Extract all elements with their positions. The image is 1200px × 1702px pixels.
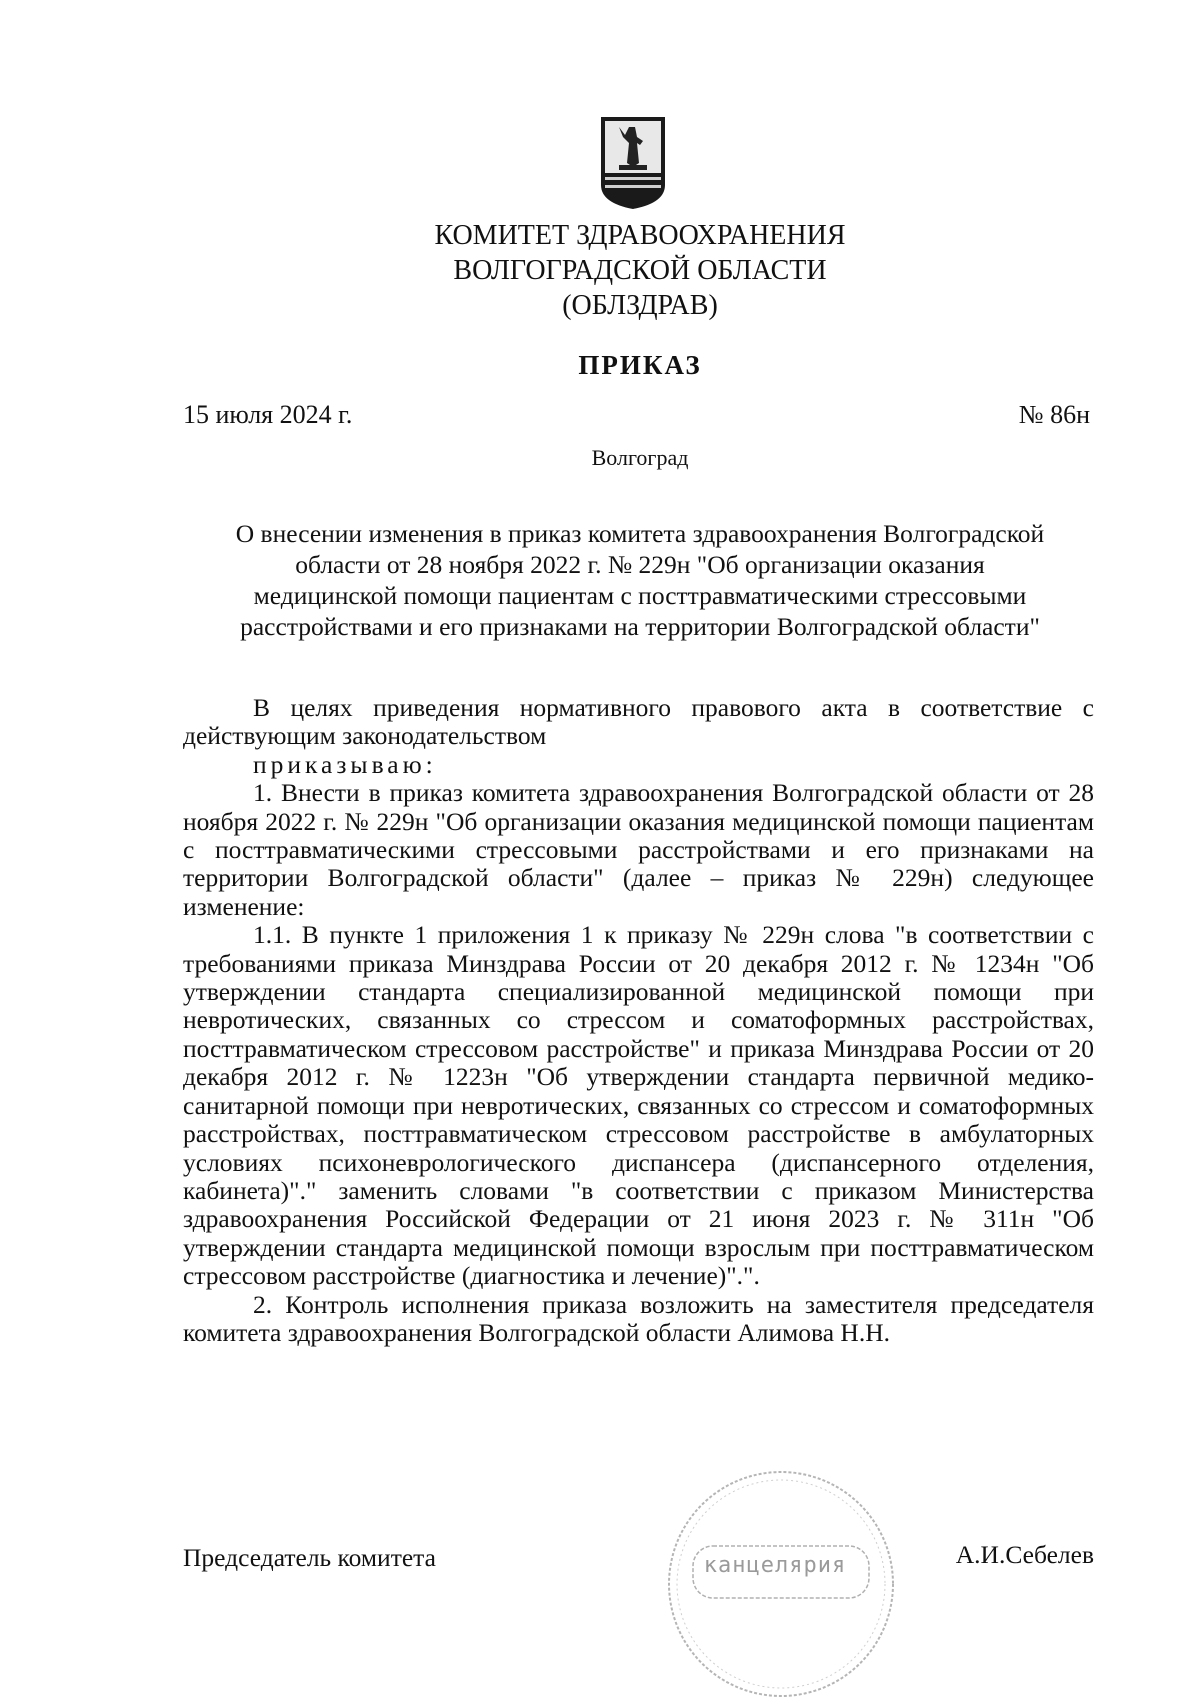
subject-line-1: О внесении изменения в приказ комитета здравоохранения Волгоградской (235, 519, 1045, 548)
subject-line-2: области от 28 ноября 2022 г. № 229н "Об организации оказания (295, 550, 985, 579)
org-line-2: ВОЛГОГРАДСКОЙ ОБЛАСТИ (453, 255, 827, 286)
subject-line-3: медицинской помощи пациентам с посттравматическими стрессовыми (253, 581, 1027, 610)
subject-line-4: расстройствами и его признаками на территории Волгоградской области" (240, 612, 1040, 641)
order-subject (180, 518, 1100, 642)
signer-name: А.И.Себелев (955, 1540, 1094, 1569)
stamp-text: канцелярия (703, 1553, 847, 1578)
coat-of-arms-emblem (599, 115, 667, 211)
item-1-1-paragraph: 1.1. В пункте 1 приложения 1 к приказу № 229н слова "в соответствии с требованиями приказа Минздрава России от 20 декабря 2012 г. № 1234н "Об утверждении стандарта специализированной медицинской помощи при невротических, связанных со стрессом и соматоформных расстройствах, посттравматическом стрессовом расстройстве" и приказа Минздрава России от 20 декабря 2012 г. № 1223н "Об утверждении стандарта первичной медико-санитарной помощи при невротических, связанных со стрессом и соматоформных расстройствах, посттравматическом стрессовом расстройстве в амбулаторных условиях психоневрологического диспансера (диспансерного отделения, кабинета)"." заменить словами "в соответствии с приказом Министерства здравоохранения Российской Федерации от 21 июня 2023 г. № 311н "Об утверждении стандарта медицинской помощи взрослым при посттравматическом стрессовом расстройстве (диагностика и лечение)".". (183, 920, 1094, 1291)
office-stamp (663, 1466, 899, 1702)
order-date: 15 июля 2024 г. (183, 400, 353, 429)
document-type-title: ПРИКАЗ (578, 350, 702, 380)
signer-title: Председатель комитета (183, 1543, 436, 1572)
org-line-3: (ОБЛЗДРАВ) (562, 290, 718, 321)
order-number: № 86н (1018, 400, 1090, 429)
preamble-paragraph: В целях приведения нормативного правового акта в соответствие с действующим законодательством (183, 693, 1094, 751)
item-1-paragraph: 1. Внести в приказ комитета здравоохранения Волгоградской области от 28 ноября 2022 г. № 229н "Об организации оказания медицинской помощи пациентам с посттравматическими стрессовыми расстройствами и его признаками на территории Волгоградской области" (далее – приказ № 229н) следующее изменение: (183, 778, 1094, 921)
order-body (183, 694, 1094, 1347)
ordering-clause: приказываю: (253, 749, 437, 779)
org-line-1: КОМИТЕТ ЗДРАВООХРАНЕНИЯ (434, 220, 846, 251)
order-city: Волгоград (591, 445, 689, 470)
issuing-organization (300, 218, 980, 323)
item-2-paragraph: 2. Контроль исполнения приказа возложить на заместителя председателя комитета здравоохранения Волгоградской области Алимова Н.Н. (183, 1289, 1094, 1347)
